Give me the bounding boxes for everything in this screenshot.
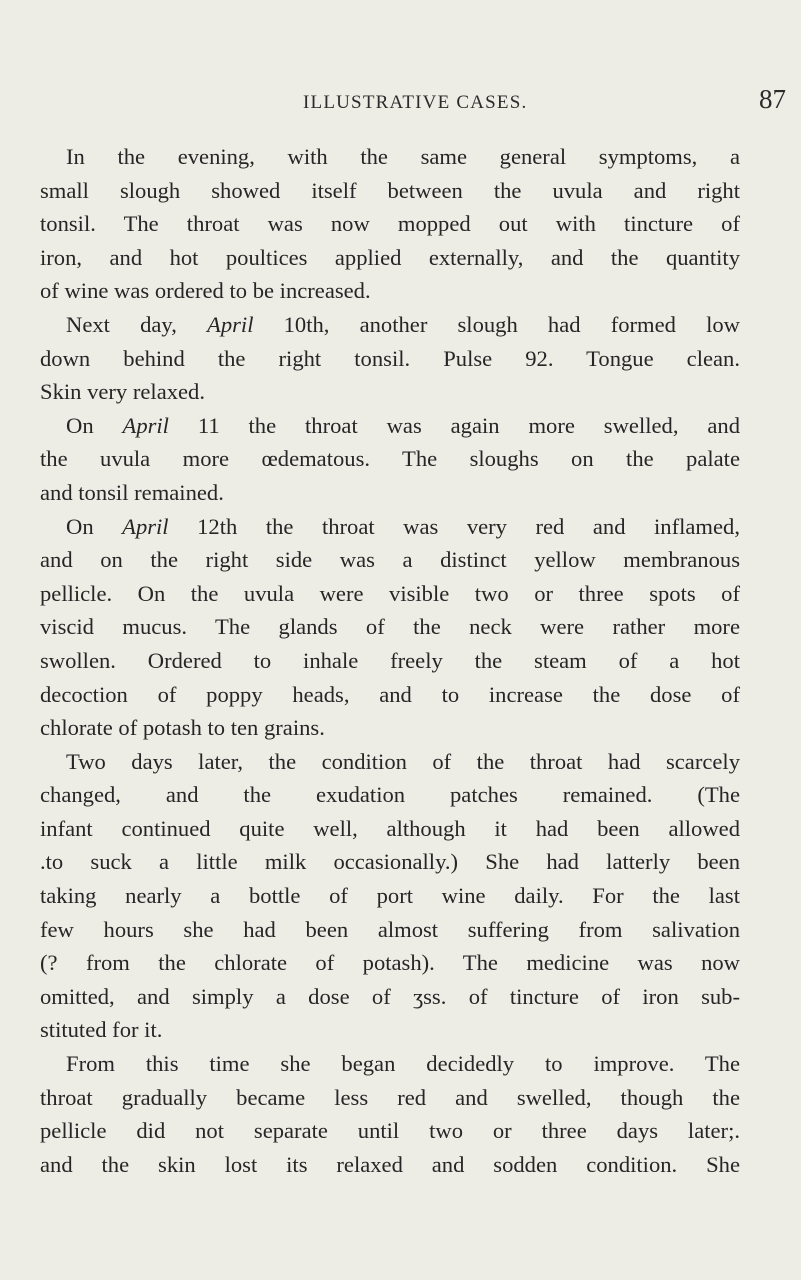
text-line: infant continued quite well, although it had been allowed [40,815,740,841]
line-lead: On [66,513,123,539]
text-line: (? from the chlorate of potash). The medicine was now [40,950,740,976]
text-line [40,510,740,544]
text-line: and tonsil remained. [40,479,224,505]
paragraph-evening [40,140,740,308]
text-line: down behind the right tonsil. Pulse 92. Tongue clean. [40,345,740,371]
line-rest: 12th the throat was very red and inflamed, [168,513,740,539]
body-text [40,140,740,1181]
page-number: 87 [759,84,786,114]
text-line: omitted, and simply a dose of ʒss. of tincture of iron sub- [40,983,740,1009]
text-line: throat gradually became less red and swelled, though the [40,1084,740,1110]
text-line: .to suck a little milk occasionally.) She had latterly been [40,849,740,875]
text-line [40,409,740,443]
line-rest: 11 the throat was again more swelled, and [168,412,740,438]
text-line: changed, and the exudation patches remained. (The [40,782,740,808]
date-month: April [207,311,254,337]
paragraph-improvement [40,1047,740,1181]
line-lead: On [66,412,123,438]
paragraph-two-days-later [40,745,740,1047]
text-line: stituted for it. [40,1017,163,1043]
text-line [40,308,740,342]
text-line: swollen. Ordered to inhale freely the steam of a hot [40,647,740,673]
text-line: iron, and hot poultices applied externally, and the quantity [40,244,740,270]
text-line: small slough showed itself between the uvula and right [40,177,740,203]
text-line: pellicle did not separate until two or three days later;. [40,1118,740,1144]
line-rest: 10th, another slough had formed low [253,311,740,337]
text-line: In the evening, with the same general symptoms, a [66,144,740,169]
date-month: April [122,412,169,438]
text-line: pellicle. On the uvula were visible two or three spots of [40,580,740,606]
text-line: the uvula more œdematous. The sloughs on the palate [40,446,740,472]
text-line: of wine was ordered to be increased. [40,278,371,304]
text-line: and the skin lost its relaxed and sodden condition. She [40,1151,740,1177]
text-line: From this time she began decidedly to improve. The [66,1051,740,1077]
text-line: Two days later, the condition of the throat had scarcely [66,748,740,774]
paragraph-april-10 [40,308,740,409]
paragraph-april-11 [40,409,740,510]
text-line: few hours she had been almost suffering from salivation [40,916,740,942]
text-line: decoction of poppy heads, and to increase the dose of [40,681,740,707]
text-line: viscid mucus. The glands of the neck were rather more [40,614,740,640]
text-line: and on the right side was a distinct yellow membranous [40,547,740,573]
page-header [0,86,801,126]
running-head: ILLUSTRATIVE CASES. [303,92,528,113]
date-month: April [122,513,169,539]
text-line: tonsil. The throat was now mopped out with tincture of [40,211,740,237]
paragraph-april-12 [40,510,740,745]
text-line: chlorate of potash to ten grains. [40,715,325,741]
line-lead: Next day, [66,311,208,337]
text-line: Skin very relaxed. [40,379,206,405]
text-line: taking nearly a bottle of port wine daily. For the last [40,883,740,909]
